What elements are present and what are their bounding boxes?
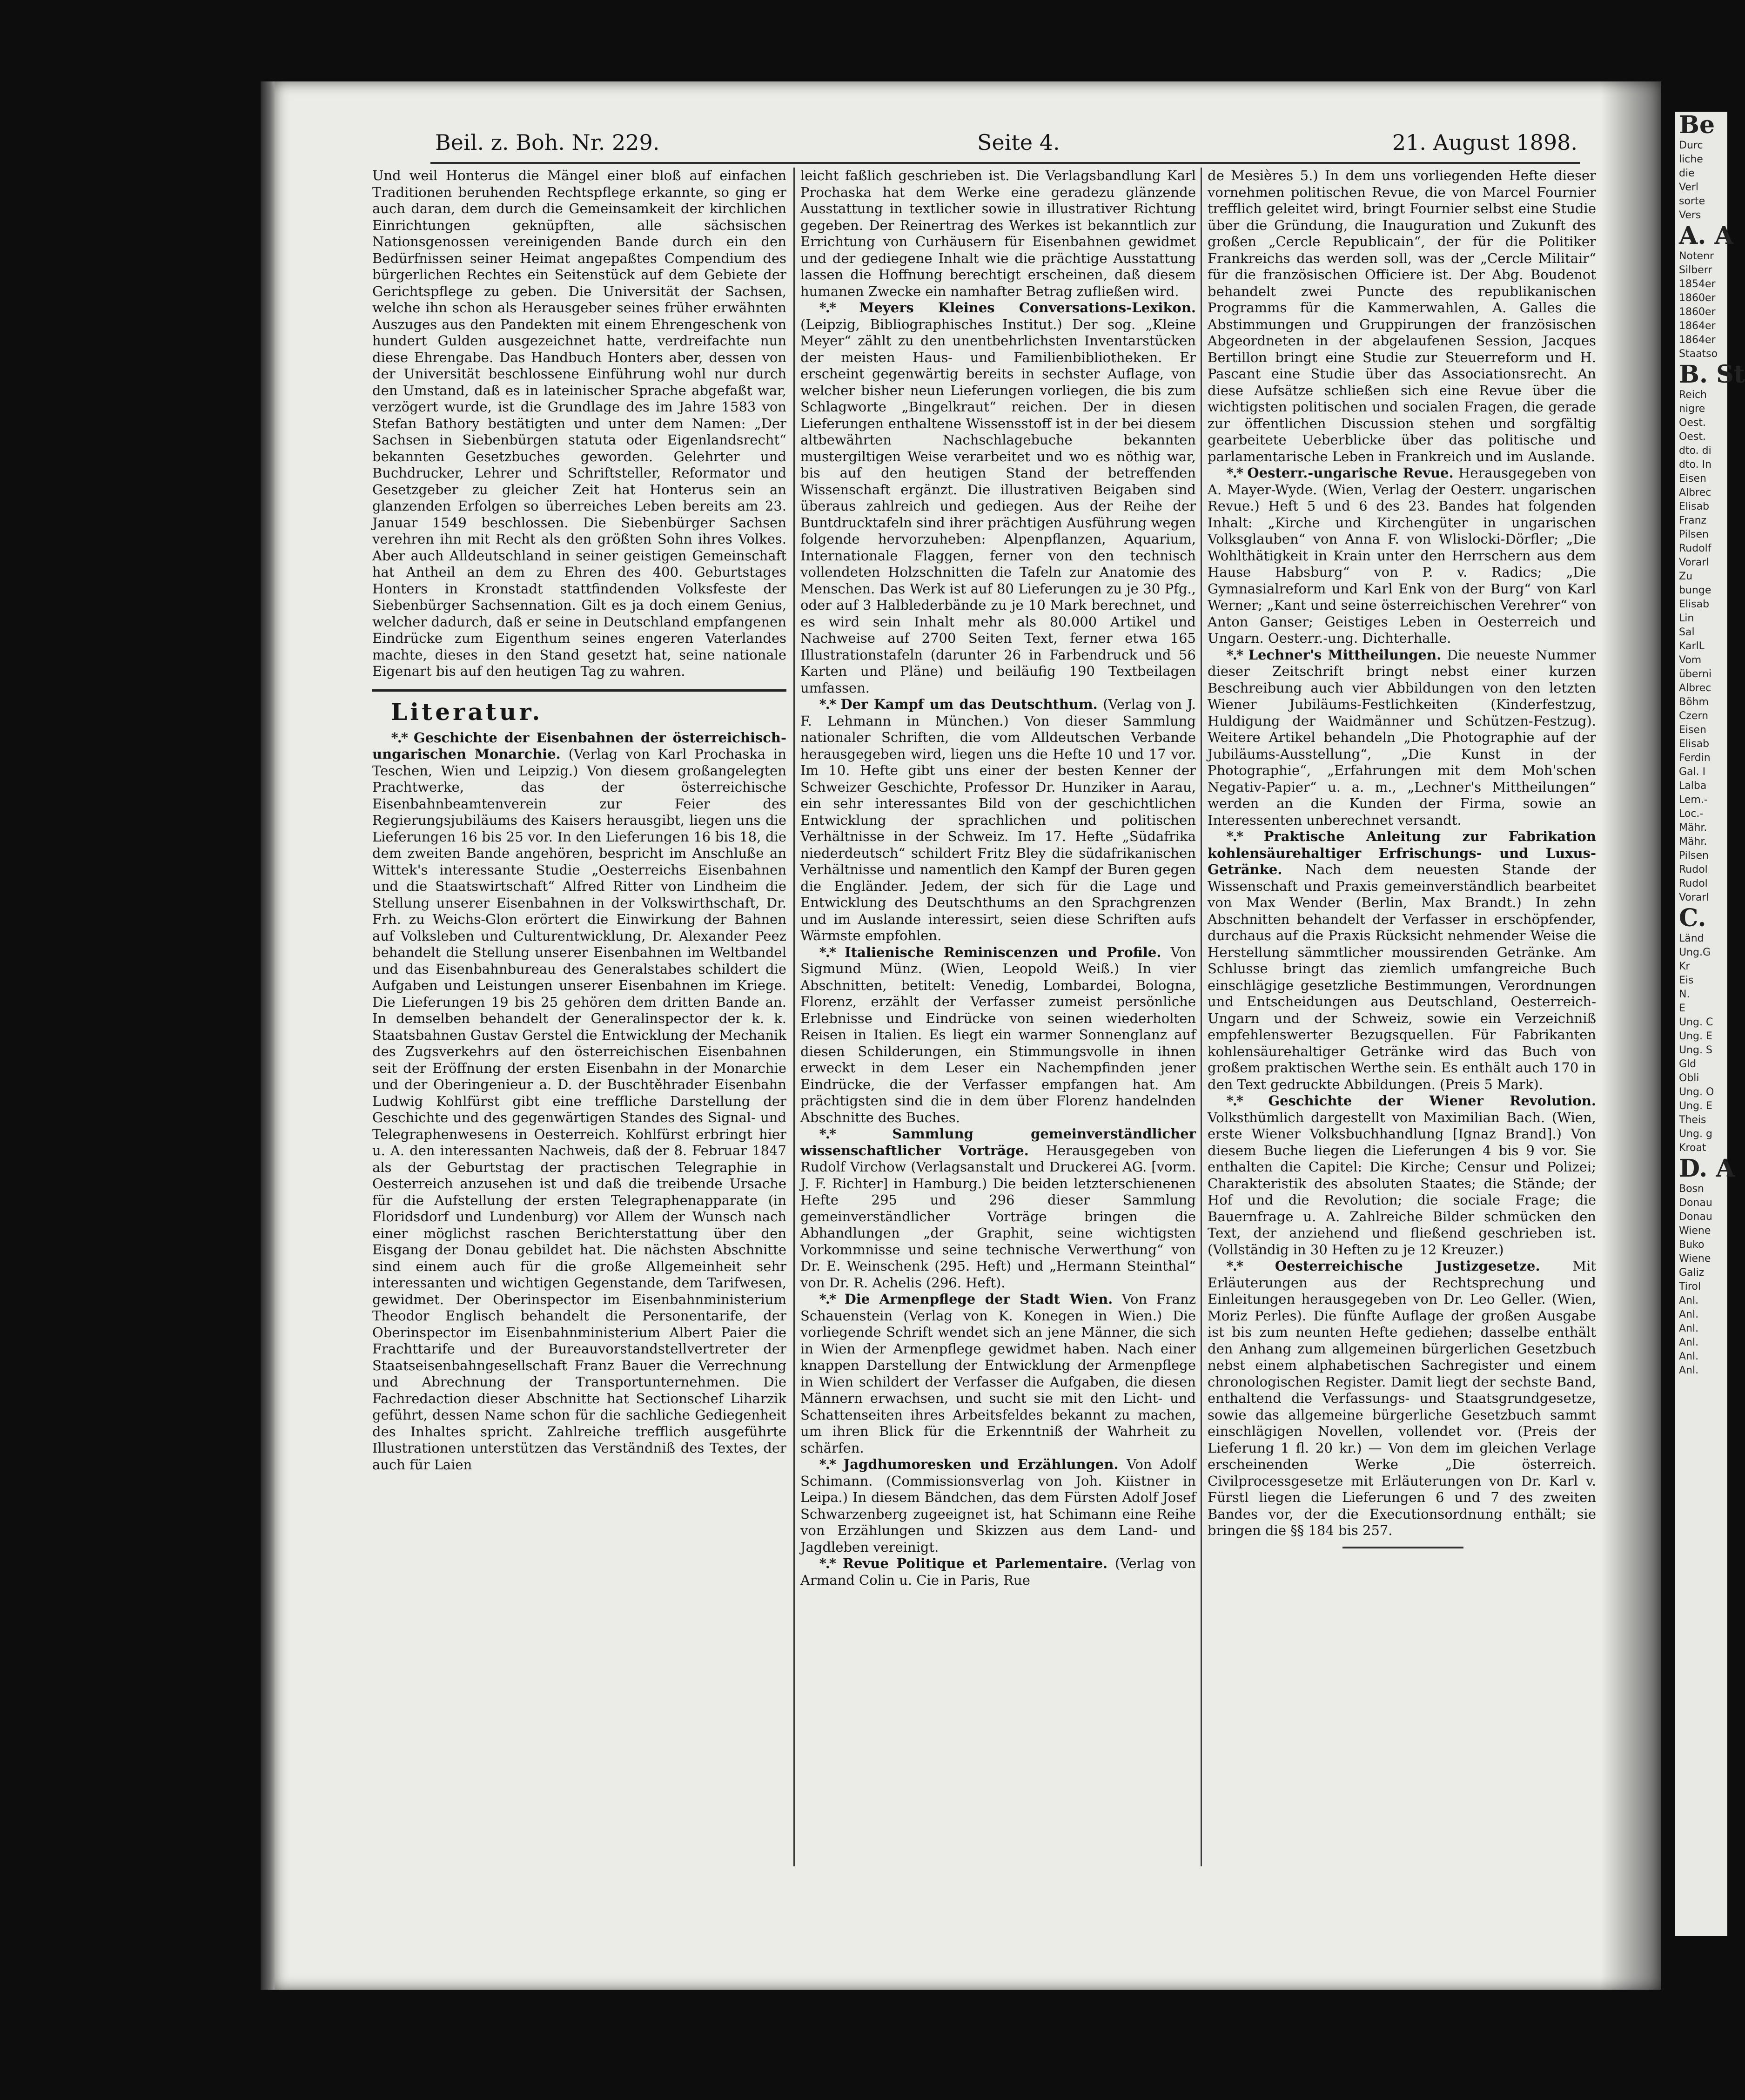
adjacent-page-fragment: KarlL — [1679, 640, 1705, 652]
review-text: Herausgegeben von A. Mayer-Wyde. (Wien, Verlag der Oesterr. ungarischen Revue.) Heft 5 und 6 des 23. Bandes hat folgenden Inhalt: „Kirche und Kirchengüter in ungarischen Volksglauben“ von Anna F. von Wlislocki-Dörfler; „Die Wohlthätigkeit in Krain unter den Herrschern aus dem Hause Habsburg“ von P. v. Radics; „Die Gymnasialreform und Karl Enk von der Burg“ von Karl Werner; „Kant und seine österreichischen Verehrer“ von Anton Ganser; Geistiges Leben in Oesterreich und Ungarn. Oesterr.-ung. Dichterhalle. — [1208, 465, 1596, 646]
review-title: Der Kampf um das Deutschthum. — [840, 696, 1098, 712]
adjacent-page-fragment: überni — [1679, 668, 1712, 680]
adjacent-page-fragment: dto. In — [1679, 459, 1712, 471]
review-title: Praktische Anleitung zur Fabrikation kohlensäurehaltiger Erfrischungs- und Luxus-Getränke. — [1208, 828, 1596, 877]
adjacent-page-fragment: Albrec — [1679, 682, 1711, 694]
adjacent-page-fragment: Ferdin — [1679, 752, 1711, 764]
review-title: Lechner's Mittheilungen. — [1248, 646, 1442, 663]
column-2 — [800, 168, 1196, 1852]
page-gutter-shadow — [1601, 81, 1661, 1990]
adjacent-page-fragment: Bosn — [1679, 1183, 1704, 1195]
adjacent-page-fragment: Donau — [1679, 1211, 1712, 1223]
page-header — [435, 128, 1577, 161]
review-text: Die neueste Nummer dieser Zeitschrift bringt nebst einer kurzen Beschreibung auch vier Abbildungen von den letzten Wiener Jubiläums-Festlichkeiten (Kinderfestzug, Huldigung der Waidmänner und Schützen-Festzug). Weitere Artikel behandeln „Die Photographie auf der Jubiläums-Ausstellung“, „Die Kunst in der Photographie“, „Erfahrungen mit dem Moh'schen Negativ-Papier“ u. a. m., „Lechner's Mittheilungen“ werden an die Kunden der Firma, sowie an Interessenten unberechnet versandt. — [1208, 646, 1597, 828]
asterism-mark: *.* — [1226, 1093, 1243, 1109]
review-entry — [800, 944, 1196, 1126]
header-rule — [430, 162, 1580, 164]
review-entry — [1208, 828, 1596, 1093]
adjacent-page-fragment: Lalba — [1679, 780, 1707, 792]
review-title: Oesterreichische Justizgesetze. — [1275, 1258, 1540, 1274]
adjacent-page-fragment: Oest. — [1679, 417, 1706, 429]
adjacent-page-fragment: Donau — [1679, 1197, 1712, 1209]
adjacent-page-fragment: Vom — [1679, 654, 1702, 666]
adjacent-page-fragment: Pilsen — [1679, 529, 1709, 540]
adjacent-page-fragment: Eisen — [1679, 724, 1706, 736]
adjacent-page-fragment: N. — [1679, 989, 1690, 1000]
review-title: Revue Politique et Parlementaire. — [842, 1555, 1108, 1571]
adjacent-page-fragment: Rudol — [1679, 878, 1708, 889]
review-entry — [1208, 1258, 1596, 1539]
adjacent-page-fragment: Staatso — [1679, 348, 1718, 360]
adjacent-page-fragment: Mähr. — [1679, 822, 1707, 834]
adjacent-page-fragment: Mähr. — [1679, 836, 1707, 848]
section-divider — [372, 689, 786, 692]
asterism-mark: *.* — [819, 1555, 836, 1571]
adjacent-page-fragment: 1864er — [1679, 320, 1716, 332]
adjacent-page-fragment: Anl. — [1679, 1295, 1699, 1306]
adjacent-page-fragment: Anl. — [1679, 1351, 1699, 1362]
asterism-mark: *.* — [391, 729, 408, 746]
review-text: Nach dem neuesten Stande der Wissenschaft und Praxis gemeinverständlich bearbeitet von Max Wender (Berlin, Max Brandt.) In zehn Abschnitten behandelt der Verfasser in erschöpfender, durchaus auf die Praxis Rücksicht nehmender Weise die Herstellung sämmtlicher moussirenden Getränke. Am Schlusse bringt das ziemlich umfangreiche Buch einschlägige gesetzliche Bestimmungen, Verordnungen und Entscheidungen aus Deutschland, Oesterreich-Ungarn und der Schweiz, sowie ein Verzeichniß empfehlenswerter Bezugsquellen. Für Fabrikanten kohlensäurehaltiger Getränke wird das Buch von großem praktischen Werthe sein. Es enthält auch 170 in den Text gedruckte Abbildungen. (Preis 5 Mark). — [1208, 862, 1596, 1092]
adjacent-page-fragment: Wiene — [1679, 1253, 1711, 1265]
adjacent-page-fragment: Ung. O — [1679, 1086, 1714, 1098]
review-entry — [800, 1291, 1196, 1456]
review-entry — [1208, 1093, 1596, 1258]
adjacent-page-fragment: nigre — [1679, 403, 1705, 415]
adjacent-page-fragment: dto. di — [1679, 445, 1711, 457]
adjacent-page-fragment: Franz — [1679, 515, 1707, 526]
adjacent-page-fragment: Albrec — [1679, 487, 1711, 498]
adjacent-page-fragment: Durc — [1679, 140, 1703, 151]
column-rule-2 — [1201, 168, 1202, 1866]
adjacent-page-fragment: Gld — [1679, 1058, 1697, 1070]
adjacent-page-fragment: Kroat — [1679, 1142, 1706, 1154]
header-date: 21. August 1898. — [1392, 130, 1577, 155]
column-3 — [1208, 168, 1596, 1862]
review-text: Herausgegeben von Rudolf Virchow (Verlagsanstalt und Druckerei AG. [vorm. J. F. Richter] in Hamburg.) Die beiden letzterschienenen Hefte 295 und 296 dieser Sammlung gemeinverständlicher Vorträge bringen die Abhandlungen „der Graphit, seine wichtigsten Vorkommnisse und seine technische Verwerthung“ von Dr. E. Weinschenk (295. Heft) und „Hermann Steinthal“ von Dr. R. Achelis (296. Heft). — [800, 1142, 1196, 1291]
asterism-mark: *.* — [1226, 828, 1243, 844]
adjacent-page-fragment: Elisab — [1679, 738, 1710, 750]
review-text: (Leipzig, Bibliographisches Institut.) Der sog. „Kleine Meyer“ zählt zu den unentbehrlichsten Inventarstücken der meisten Haus- und Familienbibliotheken. Er erscheint gegenwärtig bereits in sechster Auflage, von welcher bisher neun Lieferungen vorliegen, die bis zum Schlagworte „Bingelkraut“ reichen. Der in diesen Lieferungen enthaltene Wissensstoff ist in der bei diesem altbewährten Nachschlagebuche bekannten mustergiltigen Weise verarbeitet und wo es nöthig war, bis auf den heutigen Stand der betreffenden Wissenschaft ergänzt. Die illustrativen Beigaben sind überaus zahlreich und gediegen. Aus der Reihe der Buntdrucktafeln sind ihrer prächtigen Ausführung wegen folgende hervorzuheben: Alpenpflanzen, Aquarium, Internationale Flaggen, ferner von den technisch vollendeten Holzschnitten die Tafeln zur Anatomie des Menschen. Das Werk ist auf 80 Lieferungen zu je 30 Pfg., oder auf 3 Halblederbände zu je 10 Mark berechnet, und es wird sein Inhalt mehr als 80.000 Artikel und Nachweise auf 2700 Seiten Text, ferner etwa 165 Illustrationstafeln (darunter 26 in Farbendruck und 56 Karten und Pläne) und beiläufig 190 Textbeilagen umfassen. — [800, 316, 1196, 696]
asterism-mark: *.* — [819, 696, 836, 712]
adjacent-page-fragment: Anl. — [1679, 1365, 1699, 1376]
adjacent-page-fragment: bunge — [1679, 585, 1711, 596]
review-entry — [800, 1126, 1196, 1291]
adjacent-page-fragment: sorte — [1679, 195, 1705, 207]
adjacent-page-fragment: C. — [1679, 904, 1706, 932]
adjacent-page-strip — [1675, 111, 1745, 1936]
review-title: Jagdhumoresken und Erzählungen. — [843, 1456, 1119, 1472]
adjacent-page-fragment: liche — [1679, 154, 1703, 165]
adjacent-page-fragment: Länd — [1679, 933, 1704, 944]
review-title: Geschichte der Eisenbahnen der österreichisch-ungarischen Monarchie. — [372, 729, 787, 762]
review-entry — [1208, 647, 1596, 829]
asterism-mark: *.* — [1226, 1258, 1243, 1274]
review-text: Mit Erläuterungen aus der Rechtsprechung und Einleitungen herausgegeben von Dr. Leo Geller. (Wien, Moriz Perles). Die fünfte Auflage der großen Ausgabe ist bis zum neunten Hefte gediehen; dasselbe enthält den Anhang zum allgemeinen bürgerlichen Gesetzbuch nebst einem alphabetischen Sachregister und einem chronologischen Register. Damit liegt der sechste Band, enthaltend die Verfassungs- und Staatsgrundgesetze, sowie das allgemeine bürgerliche Gesetzbuch sammt einschlägigen Novellen, vollendet vor. (Preis der Lieferung 1 fl. 20 kr.) — Von dem im gleichen Verlage erscheinenden Werke „Die österreich. Civilprocessgesetze mit Erläuterungen von Dr. Karl v. Fürstl liegen die Lieferungen 6 und 7 des zweiten Bandes vor, der die Executionsordnung enthält; sie bringen die §§ 184 bis 257. — [1208, 1258, 1596, 1538]
adjacent-page-fragment: Anl. — [1679, 1337, 1699, 1348]
review-title: Sammlung gemeinverständlicher wissenschaftlicher Vorträge. — [800, 1126, 1196, 1158]
column-1 — [372, 168, 786, 1862]
adjacent-page-fragment: Ung. S — [1679, 1044, 1712, 1056]
asterism-mark: *.* — [819, 1291, 836, 1307]
review-text: Von Sigmund Münz. (Wien, Leopold Weiß.) In vier Abschnitten, betitelt: Venedig, Lombardei, Bologna, Florenz, erzählt der Verfasser zumeist persönliche Erlebnisse und Eindrücke von seinen wiederholten Reisen in Italien. Es liegt ein warmer Sonnenglanz auf diesen Schilderungen, ein Stimmungsvolle in ihnen erweckt in dem Leser ein Nachempfinden jener Eindrücke, die der Verfasser empfangen hat. Am prächtigsten sind die in dem über Florenz handelnden Abschnitte des Buches. — [800, 944, 1196, 1125]
adjacent-page-fragment: 1854er — [1679, 278, 1716, 290]
asterism-mark: *.* — [819, 1126, 836, 1142]
adjacent-page-fragment: Ung. E — [1679, 1030, 1712, 1042]
adjacent-page-fragment: 1860er — [1679, 292, 1716, 304]
adjacent-page-fragment: Theis — [1679, 1114, 1706, 1126]
review-text: (Verlag von J. F. Lehmann in München.) Von dieser Sammlung nationaler Schriften, die vom Alldeutschen Verbande herausgegeben wird, liegen uns die Hefte 10 und 17 vor. Im 10. Hefte gibt uns einer der besten Kenner der Schweizer Geschichte, Professor Dr. Hunziker in Aarau, ein sehr interessantes Bild von der geschichtlichen Entwicklung der sprachlichen und politischen Verhältnisse in der Schweiz. Im 17. Hefte „Südafrika niederdeutsch“ schildert Fritz Bley die südafrikanischen Verhältnisse und namentlich den Kampf der Buren gegen die Engländer. Jedem, der sich für die Lage und Entwicklung des Deutschthums an den Sprachgrenzen und im Auslande interessirt, seien diese Schriften aufs Wärmste empfohlen. — [800, 696, 1196, 943]
review-entry — [800, 300, 1196, 696]
adjacent-page-fragment: Eisen — [1679, 473, 1706, 485]
header-issue: Beil. z. Boh. Nr. 229. — [435, 130, 660, 155]
adjacent-page-fragment: Ung.G — [1679, 947, 1711, 958]
adjacent-page-fragment: Gal. I — [1679, 766, 1706, 778]
adjacent-page-fragment: Eis — [1679, 975, 1694, 986]
review-title: Die Armenpflege der Stadt Wien. — [844, 1291, 1113, 1307]
review-text: (Verlag von Karl Prochaska in Teschen, Wien und Leipzig.) Von diesem großangelegten Prachtwerke, das der österreichische Eisenbahnbeamtenverein zur Feier des Regierungsjubiläums des Kaisers herausgibt, liegen uns die Lieferungen 16 bis 25 vor. In den Lieferungen 16 bis 18, die dem zweiten Bande angehören, bespricht im Anschluße an Wittek's interessante Studie „Oesterreichs Eisenbahnen und die Staatswirtschaft“ Alfred Ritter von Lindheim die Stellung unserer Eisenbahnen in der Volkswirthschaft, Dr. Frh. zu Weichs-Glon erörtert die Einwirkung der Bahnen auf Volksleben und Culturentwicklung, Dr. Alexander Peez behandelt die Stellung unserer Eisenbahnen im Weltbandel und das Eisenbahnbureau des Generalstabes schildert die Aufgaben und Leistungen unserer Eisenbahnen im Kriege. Die Lieferungen 19 bis 25 gehören dem dritten Bande an. In demselben behandelt der Generalinspector der k. k. Staatsbahnen Gustav Gerstel die Entwicklung der Mechanik des Zugsverkehrs auf den österreichischen Eisenbahnen seit der Eröffnung der ersten Eisenbahn in der Monarchie und der Oberingenieur a. D. der Buschtěhrader Eisenbahn Ludwig Kohlfürst gibt eine treffliche Darstellung der Geschichte und des gegenwärtigen Standes des Signal- und Telegraphenwesens in Oesterreich. Kohlfürst erbringt hier u. A. den interessanten Nachweis, daß der 8. Februar 1847 als der Geburtstag der practischen Telegraphie in Oesterreich anzusehen ist und daß die treibende Ursache für die Aufstellung der ersten Telegraphenapparate (in Floridsdorf und Lundenburg) vor Allem der Wunsch nach einer möglichst raschen Berichterstattung über den Eisgang der Donau gebildet hat. Die nächsten Abschnitte sind einem auch für die große Allgemeinheit sehr interessanten und wichtigen Gegenstande, dem Tarifwesen, gewidmet. Der Oberinspector im Eisenbahnministerium Theodor Englisch behandelt die Personentarife, der Oberinspector im Eisenbahnministerium Albert Paier die Frachttarife und der Bureauvorstandstellvertreter der Staatseisenbahngesellschaft Franz Bauer die Verrechnung und Abrechnung der Transportunternehmen. Die Fachredaction dieser Abschnitte hat Sectionschef Liharzik geführt, dessen Name schon für die sachliche Gediegenheit des Inhaltes spricht. Zahlreiche trefflich ausgeführte Illustrationen unterstützen das Verständniß des Textes, der auch für Laien — [372, 746, 786, 1473]
review-continuation: de Mesières 5.) In dem uns vorliegenden Hefte dieser vornehmen politischen Revue, die von Marcel Fournier trefflich geleitet wird, bringt Fournier selbst eine Studie über die Gründung, die Inauguration und Zukunft des großen „Cercle Republicain“, der für die Politiker Frankreichs das werden soll, was der „Cercle Militair“ für die französischen Officiere ist. Der Abg. Boudenot behandelt zwei Puncte des republikanischen Programms für die Kammerwahlen, A. Galles die Abstimmungen und Gruppirungen der französischen Abgeordneten in der abgelaufenen Session, Jacques Bertillon bringt eine Studie zur Steuerreform und H. Pascant eine Studie über das Associationsrecht. An diese Aufsätze schließen sich eine Revue über die wichtigsten politischen und socialen Fragen, die gerade zur öffentlichen Discussion stehen und sorgfältig gearbeitete Ueberblicke über das politische und parlamentarische Leben in Frankreich und im Auslande. — [1208, 168, 1596, 464]
adjacent-page-fragment: Anl. — [1679, 1323, 1699, 1334]
adjacent-page-fragment: Wiene — [1679, 1225, 1711, 1237]
adjacent-page-fragment: Oest. — [1679, 431, 1706, 443]
adjacent-page-fragment: Buko — [1679, 1239, 1705, 1251]
adjacent-page-fragment: E — [1679, 1003, 1685, 1014]
header-page-number: Seite 4. — [977, 130, 1060, 155]
adjacent-page-fragment: Obli — [1679, 1072, 1699, 1084]
adjacent-page-fragment: Vers — [1679, 209, 1701, 221]
adjacent-page-fragment: Zu — [1679, 571, 1693, 582]
adjacent-page-fragment: A. A — [1679, 222, 1733, 250]
adjacent-page-fragment: Be — [1679, 111, 1715, 139]
asterism-mark: *.* — [1226, 465, 1243, 481]
review-text: Von Franz Schauenstein (Verlag von K. Konegen in Wien.) Die vorliegende Schrift wendet sich an jene Männer, die sich in Wien der Armenpflege gewidmet haben. Nach einer knappen Darstellung der Entwicklung der Armenpflege in Wien schildert der Verfasser die Aufgaben, die diesen Männern erwachsen, und sucht sie mit den Licht- und Schattenseiten ihres Arbeitsfeldes bekannt zu machen, um ihren Blick für die Erkenntniß der Wahrheit zu schärfen. — [800, 1291, 1196, 1456]
adjacent-page-fragment: Reich — [1679, 389, 1707, 401]
review-title: Geschichte der Wiener Revolution. — [1268, 1093, 1596, 1109]
adjacent-page-fragment: Ung. C — [1679, 1016, 1713, 1028]
adjacent-page-fragment: Loc.- — [1679, 808, 1704, 820]
adjacent-page-fragment: Ung. g — [1679, 1128, 1712, 1140]
adjacent-page-fragment: Elisab — [1679, 599, 1710, 610]
adjacent-page-fragment: Rudolf — [1679, 543, 1711, 554]
adjacent-page-fragment: 1860er — [1679, 306, 1716, 318]
adjacent-page-fragment: Rudol — [1679, 864, 1708, 875]
adjacent-page-fragment: Czern — [1679, 710, 1709, 722]
adjacent-page-fragment: Anl. — [1679, 1309, 1699, 1320]
adjacent-page-fragment: B. St — [1679, 360, 1745, 389]
review-entry — [800, 696, 1196, 944]
column-rule-1 — [793, 168, 795, 1866]
review-title: Meyers Kleines Conversations-Lexikon. — [859, 300, 1196, 316]
adjacent-page-fragment: Elisab — [1679, 501, 1710, 512]
adjacent-page-fragment: die — [1679, 168, 1695, 179]
adjacent-page-fragment: Vorarl — [1679, 557, 1709, 568]
review-entry — [800, 1456, 1196, 1555]
review-text: (Verlag von Armand Colin u. Cie in Paris, Rue — [800, 1555, 1196, 1588]
asterism-mark: *.* — [819, 1456, 836, 1472]
adjacent-page-fragment: Tirol — [1679, 1281, 1701, 1292]
asterism-mark: *.* — [1226, 646, 1243, 663]
adjacent-page-fragment: Ung. E — [1679, 1100, 1712, 1112]
adjacent-page-fragment: Notenr — [1679, 250, 1714, 262]
review-entry — [800, 1555, 1196, 1588]
review-continuation: leicht faßlich geschrieben ist. Die Verlagsbandlung Karl Prochaska hat dem Werke eine geradezu glänzende Ausstattung in textlicher sowie in illustrativer Richtung gegeben. Der Reinertrag des Werkes ist bekanntlich zur Errichtung von Curhäusern für Eisenbahnen gewidmet und der gediegene Inhalt wie die prächtige Ausstattung lassen die Hoffnung berechtigt erscheinen, daß diesem humanen Zwecke ein namhafter Betrag zufließen wird. — [800, 168, 1196, 299]
literature-section-title: Literatur. — [391, 698, 543, 726]
review-entry — [372, 730, 786, 1474]
review-title: Italienische Reminiscenzen und Profile. — [845, 944, 1161, 960]
adjacent-page-fragment: Verl — [1679, 182, 1699, 193]
asterism-mark: *.* — [819, 300, 836, 316]
adjacent-page-fragment: Lin — [1679, 612, 1694, 624]
review-title: Oesterr.-ungarische Revue. — [1247, 465, 1454, 481]
end-rule — [1342, 1547, 1463, 1548]
honterus-article-text: Und weil Honterus die Mängel einer bloß auf einfachen Traditionen beruhenden Rechtspflege erkannte, so ging er auch daran, dem durch die Gemeinsamkeit der kirchlichen Einrichtungen geknüpften, alle sächsischen Nationsgenossen vereinigenden Bande durch ein den Bedürfnissen seiner Heimat angepaßtes Compendium des bürgerlichen Rechtes ein Seitenstück auf dem Gebiete der Gerichtspflege zu geben. Die Universität der Sachsen, welche ihn schon als Herausgeber seines früher erwähnten Auszuges aus den Pandekten mit einem Ehrengeschenk von hundert Gulden ausgezeichnet hatte, verdreifachte nun diese Ehrengabe. Das Handbuch Honters aber, dessen von der Universität beschlossene Einführung wohl nur durch den Umstand, daß es in lateinischer Sprache abgefaßt war, verzögert wurde, ist die Grundlage des im Jahre 1583 von Stefan Bathory bestätigten und unter dem Namen: „Der Sachsen in Siebenbürgen statuta oder Eigenlandsrecht“ bekannten Gesetzbuches geworden. Gelehrter und Buchdrucker, Lehrer und Schriftsteller, Reformator und Gesetzgeber zu gleicher Zeit hat Honterus sein an glanzenden Erfolgen so überreiches Leben bereits am 23. Januar 1549 beschlossen. Die Siebenbürger Sachsen verehren ihn mit Recht als den größten Sohn ihres Volkes. Aber auch Alldeutschland in seiner geistigen Gemeinschaft hat Antheil an dem zu Ehren des 400. Geburtstages Honters in Kronstadt stattfindenden Volksfeste der Siebenbürger Sachsennation. Gilt es ja doch einem Genius, welcher dadurch, daß er seine in Deutschland empfangenen Eindrücke zum Eigenthum seines engeren Vaterlandes machte, dieses in den Stand gesetzt hat, seine nationale Eigenart bis auf den heutigen Tag zu wahren. — [372, 168, 786, 679]
adjacent-page-fragment: Lem.- — [1679, 794, 1708, 806]
review-text: Volksthümlich dargestellt von Maximilian Bach. (Wien, erste Wiener Volksbuchhandlung [Ignaz Brand].) Von diesem Buche liegen die Lieferungen 4 bis 9 vor. Sie enthalten die Capitel: Die Kirche; Censur und Polizei; Charakteristik des absoluten Staates; die Stände; der Hof und die Revolution; die sociale Frage; die Bauernfrage u. A. Zahlreiche Bilder schmücken den Text, der anziehend und fließend geschrieben ist. (Vollständig in 30 Heften zu je 12 Kreuzer.) — [1208, 1109, 1596, 1258]
adjacent-page-fragment: Vorarl — [1679, 892, 1709, 903]
asterism-mark: *.* — [819, 944, 836, 960]
adjacent-page-fragment: Böhm — [1679, 696, 1709, 708]
adjacent-page-fragment: Galiz — [1679, 1267, 1705, 1279]
adjacent-page-fragment: D. A — [1679, 1154, 1735, 1183]
adjacent-page-fragment: Pilsen — [1679, 850, 1709, 862]
adjacent-page-fragment: Silberr — [1679, 264, 1712, 276]
adjacent-page-fragment: Sal — [1679, 626, 1695, 638]
review-entry — [1208, 465, 1596, 647]
adjacent-page-fragment: 1864er — [1679, 334, 1716, 346]
review-text: Von Adolf Schimann. (Commissionsverlag von Joh. Kiistner in Leipa.) In diesem Bändchen, das dem Fürsten Adolf Josef Schwarzenberg zugeeignet ist, hat Schimann eine Reihe von Erzählungen und Skizzen aus dem Land- und Jagdleben vereinigt. — [800, 1456, 1196, 1555]
adjacent-page-fragment: Kr — [1679, 961, 1690, 972]
